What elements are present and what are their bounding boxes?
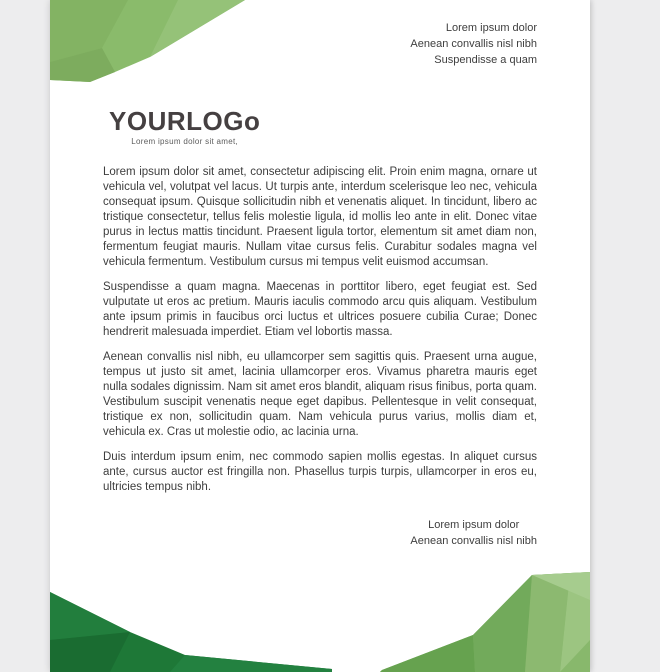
polygon-facet [50,632,130,672]
polygon-facet [380,635,475,672]
polygon-facet [473,575,532,672]
body-paragraph: Duis interdum ipsum enim, nec commodo sapien mollis egestas. In aliquet cursus ante, cursus auctor est fringilla non. Phasellus turpis turpis, ullamcorper in eros eu, ultricies tempus nibh. [103,451,537,493]
polygon-facet [560,640,590,672]
contact-line: Lorem ipsum dolor [445,22,537,34]
logo [109,108,260,146]
letter-body [103,165,537,495]
signature-line: Aenean convallis nisl nibh [410,535,537,547]
body-paragraph: Lorem ipsum dolor sit amet, consectetur adipiscing elit. Proin enim magna, ornare ut vehicula vel, volutpat vel lacus. Ut turpis ante, interdum scelerisque leo nec, vehicula consequat ipsum. Quisque sollicitudin nibh et venenatis aliquet. In tincidunt, libero ac tristique consectetur, tellus felis molestie ligula, id mollis leo ante in elit. Donec vitae purus in lectus mattis tincidunt. Praesent ligula tortor, elementum sit amet diam non, fermentum feugiat mauris. Nullam vitae cursus felis. Curabitur sodales magna vel vehicula fermentum. Vestibulum cursus mi tempus velit euismod accumsan. [103,166,537,268]
header-contact [103,0,537,68]
polygon-facet [532,572,590,600]
polygon-facet [50,592,130,640]
polygon-facet [380,572,590,672]
polygon-facet [170,655,332,672]
corner-decoration-bottom-left [50,592,332,672]
polygon-facet [50,592,332,672]
contact-line: Suspendisse a quam [434,54,537,66]
polygon-facet [525,573,570,672]
page-content [103,0,537,549]
corner-decoration-bottom-right [380,572,590,672]
contact-line: Aenean convallis nisl nibh [410,38,537,50]
logo-text: YOURLOGo [109,106,261,136]
signature-line: Lorem ipsum dolor [428,519,520,531]
signature-inner [410,517,537,549]
body-paragraph: Aenean convallis nisl nibh, eu ullamcorper sem sagittis quis. Praesent urna augue, tempus ut justo sit amet, lacinia ullamcorper eros. Vivamus pharetra mauris eget nulla sodales dignissim. Nam sit amet eros blandit, aliquam risus finibus, porta quam. Vestibulum suscipit venenatis neque eget dapibus. Pellentesque in velit consequat, tristique ex non, sollicitudin quam. Nam vehicula purus varius, mollis diam et, vehicula ex. Cras ut molestie odio, ac lacinia urna. [103,351,537,438]
letterhead-page [50,0,590,672]
polygon-facet [560,572,590,672]
body-paragraph: Suspendisse a quam magna. Maecenas in porttitor libero, eget feugiat est. Sed vulputate ut eros ac pretium. Mauris iaculis commodo arcu quis aliquam. Vestibulum ante ipsum primis in faucibus orci luctus et ultrices posuere cubilia Curae; Donec hendrerit malesuada imperdiet. Etiam vel lobortis massa. [103,281,537,338]
logo-tagline: Lorem ipsum dolor sit amet, [131,137,239,146]
signature-block [103,517,537,549]
